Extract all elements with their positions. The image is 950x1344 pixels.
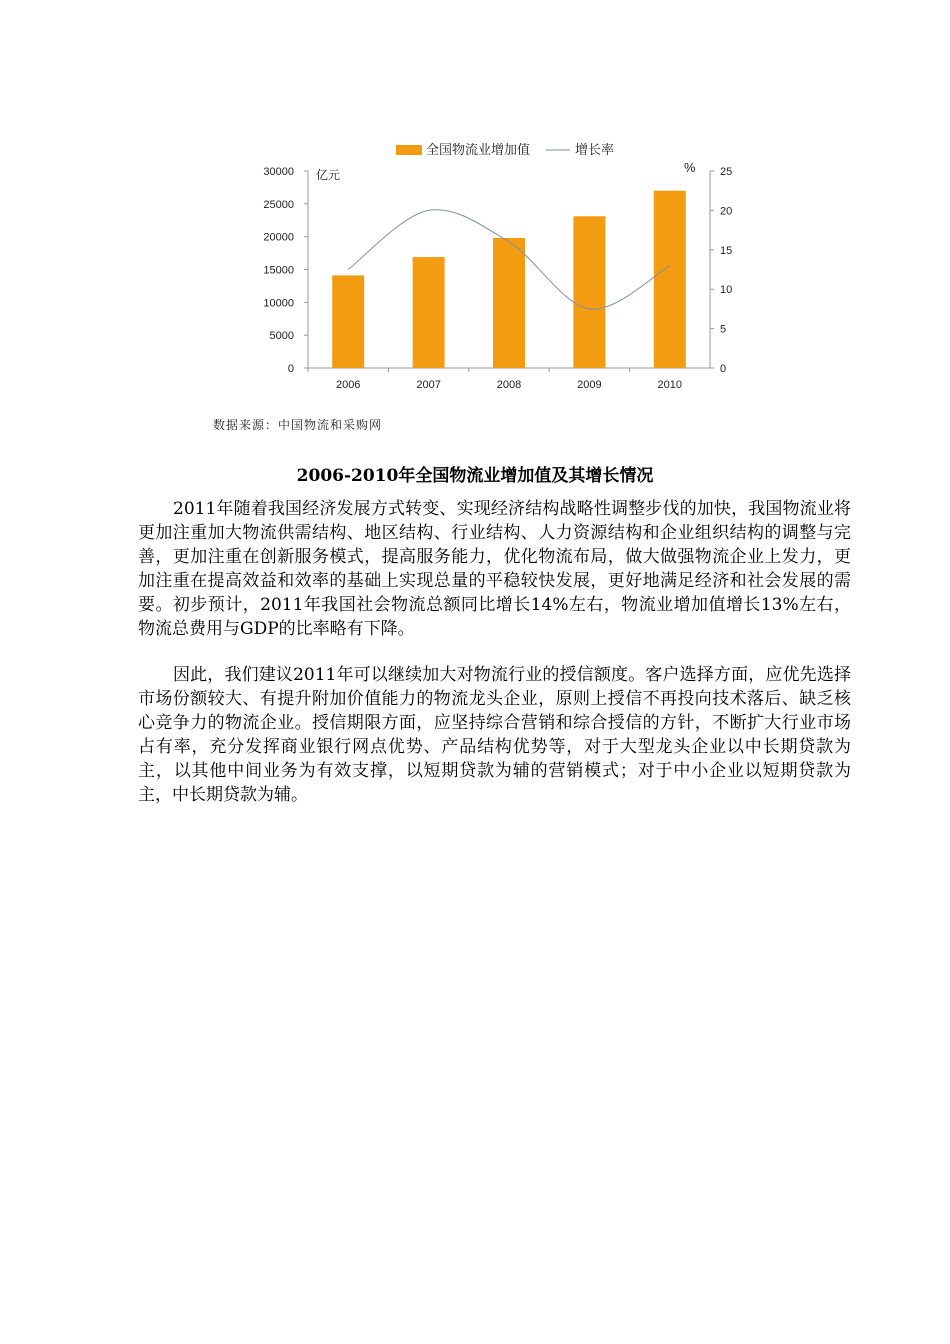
right-tick-label: 20	[720, 205, 733, 218]
data-source-note: 数据来源：中国物流和采购网	[213, 418, 383, 432]
legend-line-label: 增长率	[575, 142, 615, 157]
left-tick-label: 30000	[263, 166, 294, 178]
right-tick-label: 15	[720, 244, 733, 257]
paragraph-outlook: 2011年随着我国经济发展方式转变、实现经济结构战略性调整步伐的加快，我国物流业将更加注重加大物流供需结构、地区结构、行业结构、人力资源结构和企业组织结构的调整与完善，更加注重在创新服务模式，提高服务能力，优化物流布局，做大做强物流企业上发力，更加注重在提高效益和效率的基础上实现总量的平稳较快发展，更好地满足经济和社会发展的需要。初步预计，2011年我国社会物流总额同比增长14%左右，物流业增加值增长13%左右，物流总费用与GDP的比率略有下降。	[138, 499, 851, 639]
bar-2006	[332, 275, 364, 368]
x-tick-label: 2008	[496, 379, 522, 391]
left-tick-label: 15000	[263, 264, 294, 277]
left-axis-ticks	[263, 166, 308, 375]
right-tick-label: 10	[720, 284, 733, 297]
bar-2010	[654, 191, 686, 368]
x-tick-label: 2007	[416, 379, 441, 391]
right-tick-label: 0	[720, 363, 727, 375]
left-tick-label: 25000	[263, 198, 294, 211]
bar-2008	[493, 238, 525, 368]
right-tick-label: 5	[720, 323, 727, 336]
left-tick-label: 10000	[263, 297, 294, 310]
bar-series	[332, 191, 686, 368]
x-tick-label: 2006	[335, 379, 361, 391]
paragraph-recommendation: 因此，我们建议2011年可以继续加大对物流行业的授信额度。客户选择方面，应优先选择市场份额较大、有提升附加价值能力的物流龙头企业，原则上授信不再投向技术落后、缺乏核心竞争力的物流企业。授信期限方面，应坚持综合营销和综合授信的方针，不断扩大行业市场占有率，充分发挥商业银行网点优势、产品结构优势等，对于大型龙头企业以中长期贷款为主，以其他中间业务为有效支撑，以短期贷款为辅的营销模式；对于中小企业以短期贷款为主，中长期贷款为辅。	[138, 665, 851, 805]
right-axis-ticks	[710, 166, 732, 375]
x-axis-tick-labels	[308, 368, 682, 391]
x-tick-label: 2010	[657, 379, 683, 391]
logistics-value-chart	[240, 132, 740, 402]
legend-bar-label: 全国物流业增加值	[426, 142, 531, 157]
right-tick-label: 25	[720, 166, 733, 178]
bar-2007	[413, 257, 445, 368]
left-tick-label: 0	[287, 363, 294, 375]
x-tick-label: 2009	[577, 379, 602, 391]
left-tick-label: 5000	[269, 330, 294, 343]
figure-caption: 2006-2010年全国物流业增加值及其增长情况	[296, 466, 654, 486]
left-axis-unit: 亿元	[316, 168, 341, 182]
left-tick-label: 20000	[263, 231, 294, 244]
bar-2009	[573, 216, 605, 368]
legend-bar-swatch	[396, 145, 422, 155]
chart-legend	[396, 142, 614, 157]
right-axis-unit: %	[684, 160, 696, 175]
